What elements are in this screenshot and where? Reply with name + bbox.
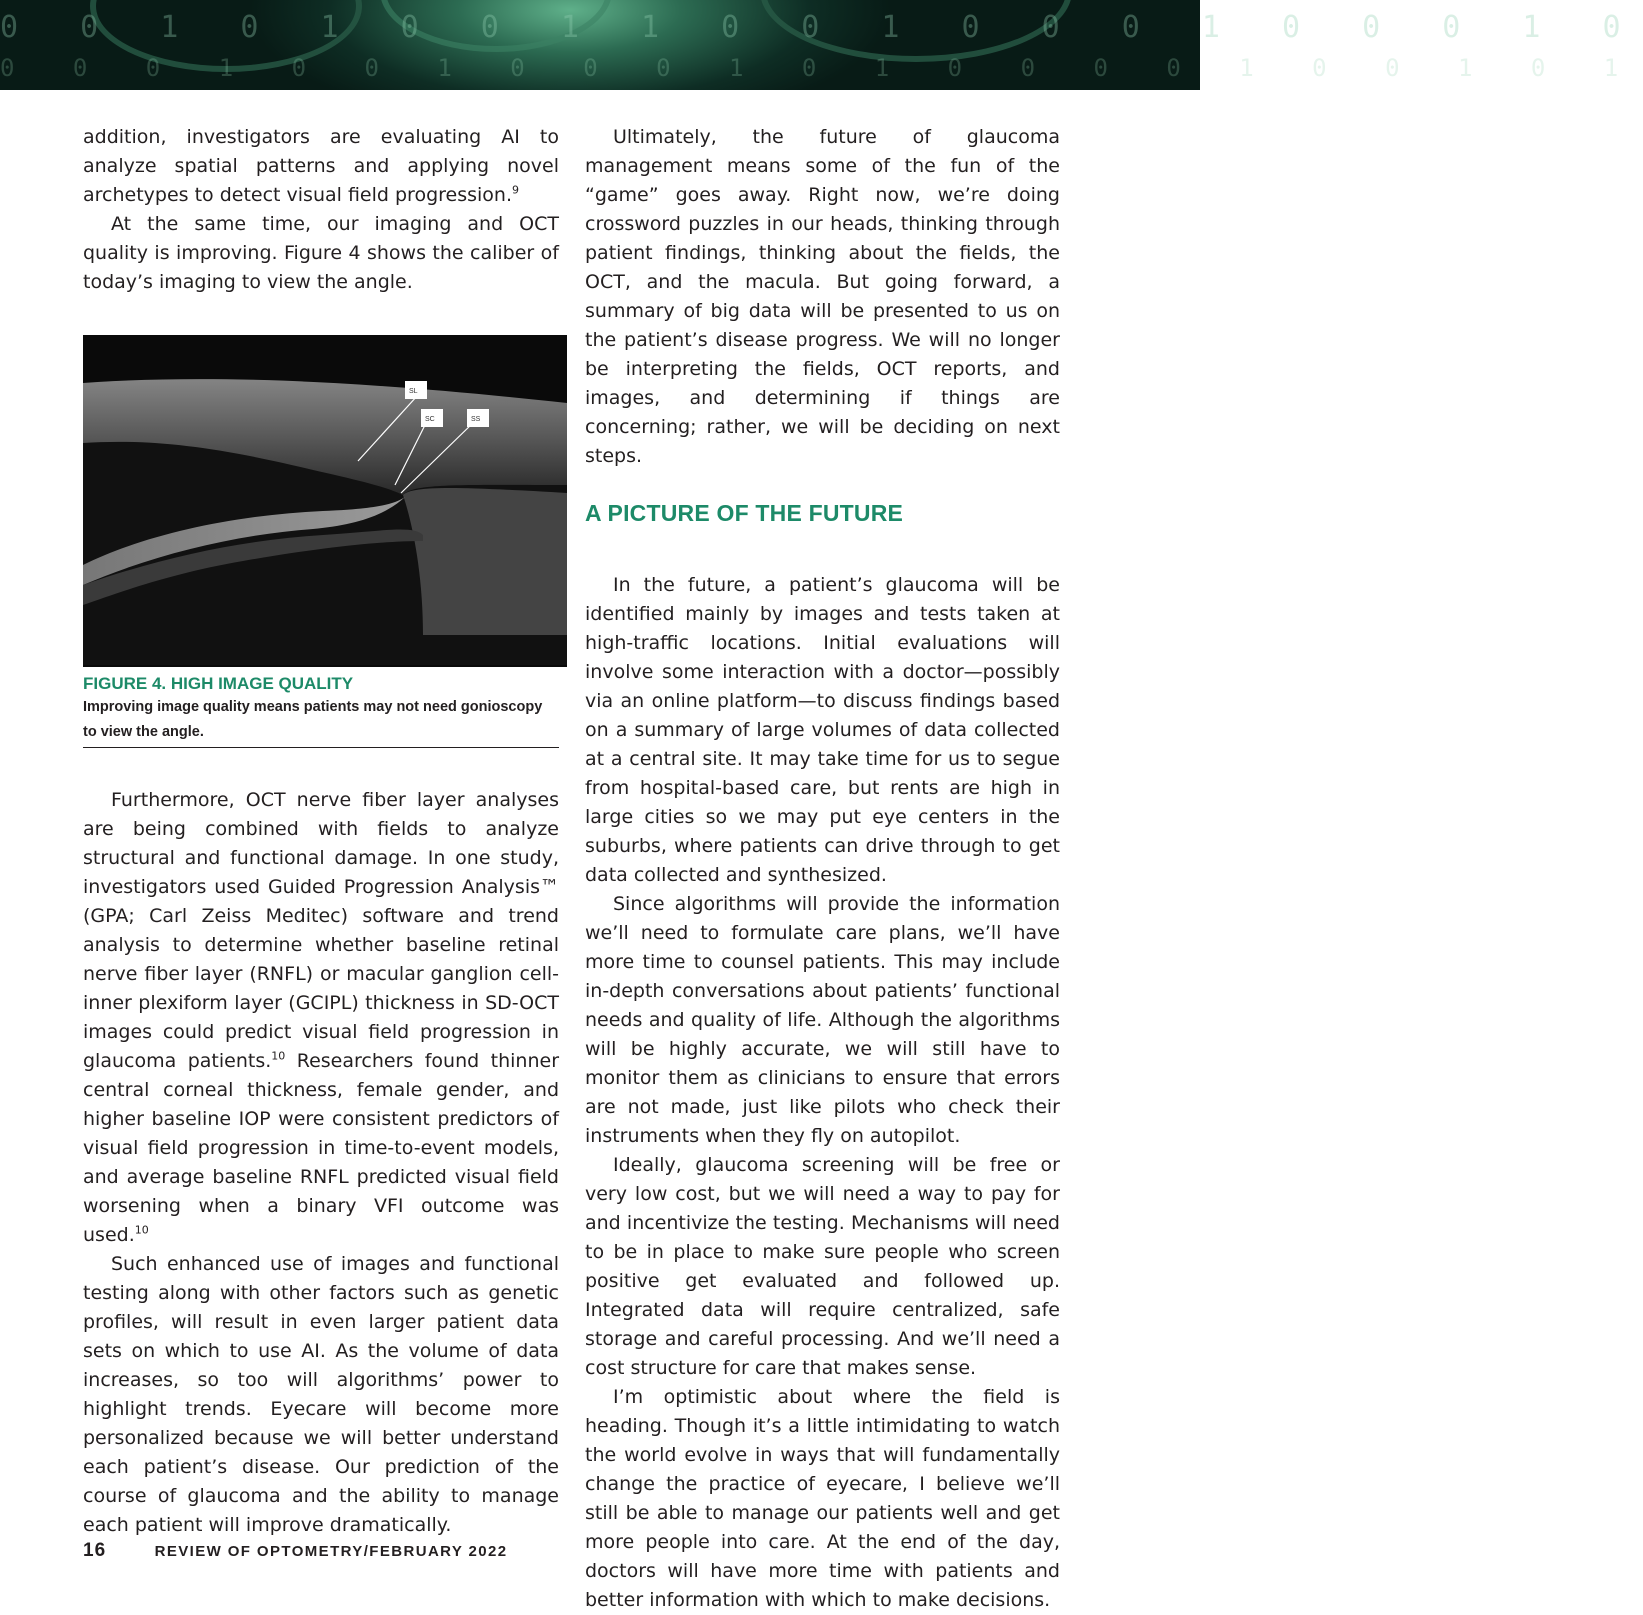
publication-info: REVIEW OF OPTOMETRY/FEBRUARY 2022: [154, 1543, 508, 1560]
binary-digits-row: 0 0 0 1 0 0 1 0 0 0 1 0 1 0 0 0 0 1 0 0 1 0 1: [0, 54, 1641, 82]
figure-caption: Improving image quality means patients may not need gonioscopy to view the angle.: [83, 695, 559, 748]
figure-label: SL: [409, 388, 418, 395]
header-banner-image: [0, 0, 1643, 90]
figure-title: FIGURE 4. HIGH IMAGE QUALITY: [83, 674, 354, 693]
binary-digits-row: 0 0 1 0 1 0 0 1 1 0 0 1 0 0 0 1 0 0 0 1 0: [0, 10, 1643, 45]
paragraph: Since algorithms will provide the information we’ll need to formulate care plans, we’ll have more time to counsel patients. This may include in-depth conversations about patients’ functional needs and quality of life. Although the algorithms will be highly accurate, we will still have to monitor them as clinicians to ensure that errors are not made, just like pilots who check their instruments when they fly on autopilot.: [585, 893, 1060, 1147]
page-number: 16: [83, 1540, 107, 1561]
left-column: [83, 123, 559, 1540]
paragraph: I’m optimistic about where the field is heading. Though it’s a little intimidating to watch the world evolve in ways that will fundamentally change the practice of eyecare, I believe we’ll still be able to manage our patients well and get more people into care. At the end of the day, doctors will have more time with patients and better information with which to make decisions.: [585, 1386, 1060, 1611]
right-column: [585, 123, 1060, 1615]
reference-superscript: 10: [271, 1049, 286, 1063]
figure-label: SC: [425, 416, 435, 423]
figure-label: SS: [471, 416, 481, 423]
oct-angle-image: [83, 335, 567, 667]
oct-scan-graphic: [83, 335, 567, 667]
paragraph: Furthermore, OCT nerve fiber layer analyses are being combined with fields to analyze structural and functional damage. In one study, investigators used Guided Progression Analysis™ (GPA; Carl Zeiss Meditec) software and trend analysis to determine whether baseline retinal nerve fiber layer (RNFL) or macular ganglion cell-inner plexiform layer (GCIPL) thickness in SD-OCT images could predict visual field progression in glaucoma patients.$^{10}$ Researchers found thinner central corneal thickness, female gender, and higher baseline IOP were consistent predictors of visual field progression in time-to-event models, and average baseline RNFL predicted visual field worsening when a binary VFI outcome was used.$^{10}$: [83, 789, 560, 1246]
paragraph: addition, investigators are evaluating AI to analyze spatial patterns and applying novel archetypes to detect visual field progression.$^9$: [83, 126, 559, 206]
page-footer: [83, 1540, 508, 1562]
reference-superscript: 10: [134, 1223, 149, 1237]
paragraph: In the future, a patient’s glaucoma will be identified mainly by images and tests taken at high-traffic locations. Initial evaluations will involve some interaction with a doctor—possibly via an online platform—to discuss findings based on a summary of large volumes of data collected at a central site. It may take time for us to segue from hospital-based care, but rents are high in large cities so we may put eye centers in the suburbs, where patients can drive through to get data collected and synthesized.: [585, 574, 1060, 886]
reference-superscript: 9: [512, 183, 520, 197]
paragraph: Ultimately, the future of glaucoma management means some of the fun of the “game” goes away. Right now, we’re doing crossword puzzles in our heads, thinking through patient findings, thinking about the fields, the OCT, and the macula. But going forward, a summary of big data will be presented to us on the patient’s disease progress. We will no longer be interpreting the fields, OCT reports, and images, and determining if things are concerning; rather, we will be deciding on next steps.: [585, 126, 1060, 467]
paragraph: Such enhanced use of images and functional testing along with other factors such as genetic profiles, will result in even larger patient data sets on which to use AI. As the volume of data increases, so too will algorithms’ power to highlight trends. Eyecare will become more personalized because we will better understand each patient’s disease. Our prediction of the course of glaucoma and the ability to manage each patient will improve dramatically.: [83, 1253, 559, 1536]
section-heading: A PICTURE OF THE FUTURE: [585, 500, 904, 526]
paragraph: Ideally, glaucoma screening will be free or very low cost, but we will need a way to pay for and incentivize the testing. Mechanisms will need to be in place to make sure people who screen positive get evaluated and followed up. Integrated data will require centralized, safe storage and careful processing. And we’ll need a cost structure for care that makes sense.: [585, 1154, 1060, 1379]
figure-4: [83, 335, 559, 748]
paragraph: At the same time, our imaging and OCT quality is improving. Figure 4 shows the caliber of today’s imaging to view the angle.: [83, 213, 559, 293]
